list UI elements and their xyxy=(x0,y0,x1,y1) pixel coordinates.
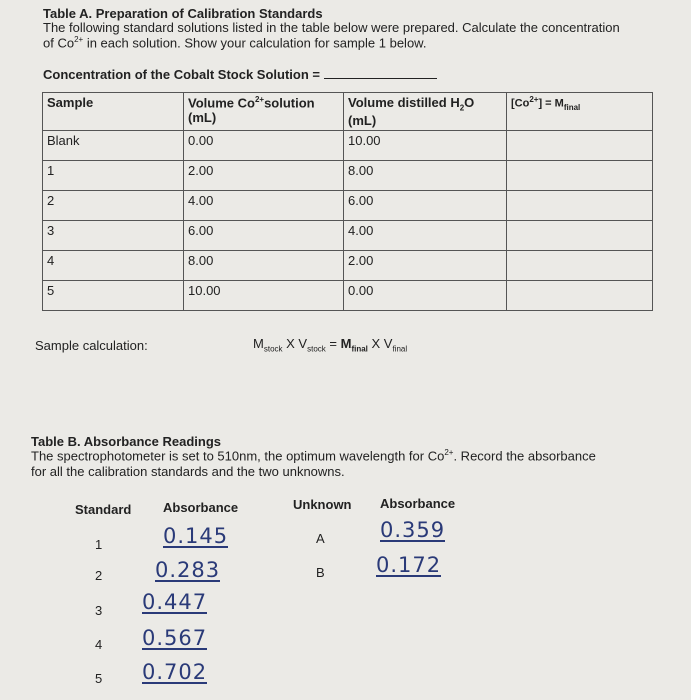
table-row xyxy=(43,280,653,310)
cell-sample: 5 xyxy=(43,280,184,310)
table-a-instructions-1: The following standard solutions listed in the table below were prepared. Calculate the concentration xyxy=(43,20,620,35)
unknown-id: A xyxy=(316,531,325,546)
cell-volume-co: 8.00 xyxy=(184,250,344,280)
absorbance-value[interactable]: 0.283 xyxy=(155,558,221,582)
table-a-instructions-2: of $Co^{2+}$ in each solution. Show your calculation for sample 1 below. xyxy=(43,35,427,51)
sample-calculation-label: Sample calculation: xyxy=(35,338,148,353)
stock-concentration-label: Concentration of the Cobalt Stock Solution = xyxy=(43,66,437,82)
header-concentration: $[Co^{2+}] = M_{final}$ xyxy=(507,93,653,131)
header-volume-water: Volume distilled $H_2O$ (mL) xyxy=(344,93,507,131)
calibration-table-header xyxy=(43,93,653,131)
cell-sample: 3 xyxy=(43,220,184,250)
absorbance-value[interactable]: 0.702 xyxy=(142,660,208,684)
standard-id: 2 xyxy=(95,568,103,583)
standard-id: 5 xyxy=(95,671,103,686)
cell-concentration[interactable] xyxy=(507,160,653,190)
unknown-absorbance-value[interactable]: 0.172 xyxy=(376,553,442,577)
cell-volume-water: 8.00 xyxy=(344,160,507,190)
stock-concentration-blank[interactable] xyxy=(324,66,437,79)
cell-volume-co: 0.00 xyxy=(184,130,344,160)
unknown-absorbance-value[interactable]: 0.359 xyxy=(380,518,446,542)
table-row xyxy=(43,250,653,280)
cell-sample: 4 xyxy=(43,250,184,280)
cell-volume-co: 4.00 xyxy=(184,190,344,220)
absorbance-value[interactable]: 0.567 xyxy=(142,626,208,650)
cell-volume-water: 4.00 xyxy=(344,220,507,250)
header-standard: Standard xyxy=(75,502,132,517)
table-row xyxy=(43,160,653,190)
standard-id: 1 xyxy=(95,537,103,552)
dilution-formula: $M_{stock}$ X $V_{stock} = M_{final}$ X $V_{final}$ xyxy=(253,336,408,354)
header-volume-co: Volume $Co^{2+}solution$ (mL) xyxy=(184,93,344,131)
cell-concentration[interactable] xyxy=(507,190,653,220)
cell-volume-water: 10.00 xyxy=(344,130,507,160)
cell-concentration[interactable] xyxy=(507,250,653,280)
table-b-title: Table B. Absorbance Readings xyxy=(31,434,221,449)
cell-volume-water: 2.00 xyxy=(344,250,507,280)
table-a-title: Table A. Preparation of Calibration Standards xyxy=(43,6,323,21)
cell-concentration[interactable] xyxy=(507,280,653,310)
cell-volume-co: 10.00 xyxy=(184,280,344,310)
table-row xyxy=(43,190,653,220)
cell-volume-co: 2.00 xyxy=(184,160,344,190)
cell-concentration[interactable] xyxy=(507,220,653,250)
unknown-id: B xyxy=(316,565,325,580)
table-b-instructions-1: The spectrophotometer is set to 510nm, the optimum wavelength for $Co^{2+}$. Record the absorbance xyxy=(31,448,596,464)
table-b-instructions-2: for all the calibration standards and the two unknowns. xyxy=(31,464,345,479)
cell-volume-water: 6.00 xyxy=(344,190,507,220)
calibration-table xyxy=(42,92,653,311)
header-sample: Sample xyxy=(43,93,184,131)
header-unknown: Unknown xyxy=(293,497,352,512)
table-row xyxy=(43,130,653,160)
cell-sample: Blank xyxy=(43,130,184,160)
standard-id: 4 xyxy=(95,637,103,652)
table-row xyxy=(43,220,653,250)
cell-volume-water: 0.00 xyxy=(344,280,507,310)
cell-sample: 2 xyxy=(43,190,184,220)
cell-volume-co: 6.00 xyxy=(184,220,344,250)
absorbance-value[interactable]: 0.447 xyxy=(142,590,208,614)
cell-sample: 1 xyxy=(43,160,184,190)
header-absorbance-unknown: Absorbance xyxy=(380,496,456,511)
header-absorbance: Absorbance xyxy=(163,500,239,515)
absorbance-value[interactable]: 0.145 xyxy=(163,524,229,548)
standard-id: 3 xyxy=(95,603,103,618)
cell-concentration[interactable] xyxy=(507,130,653,160)
